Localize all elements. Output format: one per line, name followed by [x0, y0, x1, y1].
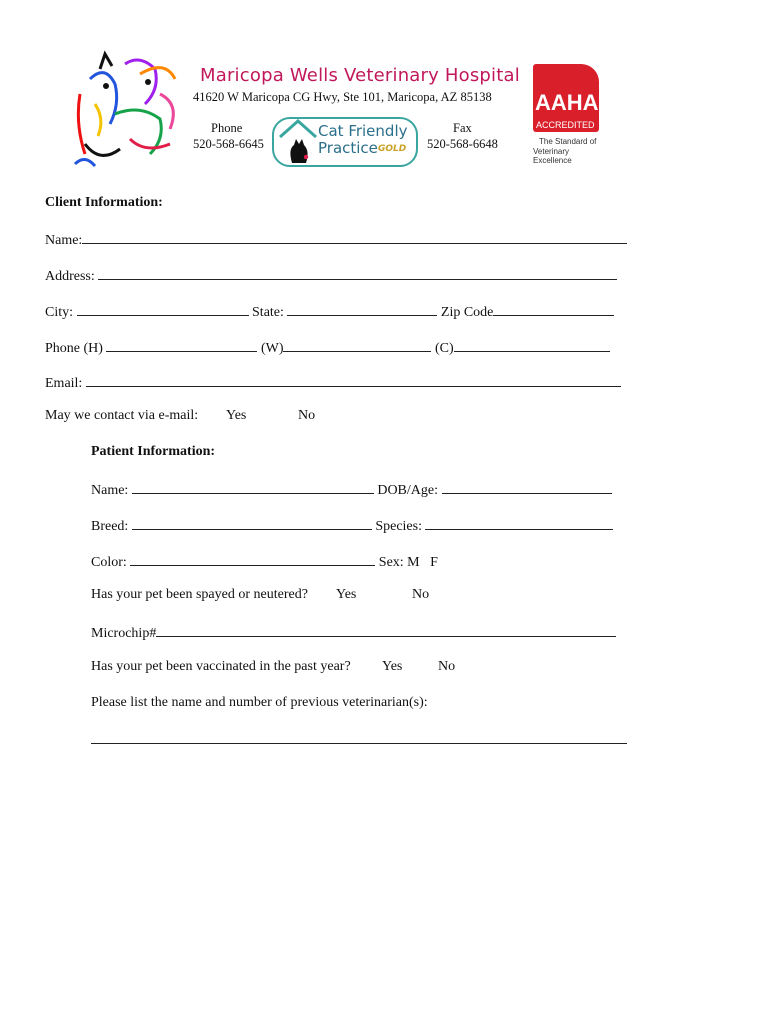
patient-spayed-row — [91, 586, 308, 604]
patient-color-row — [91, 551, 438, 572]
cat-friendly-gold: GOLD — [378, 144, 407, 154]
client-zip-label: Zip Code — [440, 305, 494, 320]
client-name-field[interactable] — [82, 229, 627, 244]
client-phone-row — [45, 337, 610, 358]
prev-vet-label: Please list the name and number of previous veterinarian(s): — [91, 695, 428, 710]
client-email-field[interactable] — [86, 372, 621, 387]
patient-vaccinated-row — [91, 658, 351, 676]
patient-name-field[interactable] — [132, 479, 374, 494]
client-phone-w-field[interactable] — [283, 337, 431, 352]
client-phone-h-field[interactable] — [106, 337, 257, 352]
prev-vet-field[interactable] — [91, 742, 627, 744]
pet-illustration-icon — [70, 44, 185, 174]
client-info-heading: Client Information: — [45, 195, 163, 210]
client-phone-c-field[interactable] — [454, 337, 610, 352]
fax-label: Fax — [453, 121, 472, 135]
client-state-label: State: — [252, 305, 284, 320]
aaha-title: AAHA — [535, 90, 599, 115]
patient-spayed-label: Has your pet been spayed or neutered? — [91, 587, 308, 602]
patient-sex-label: Sex: — [378, 555, 404, 570]
patient-name-label: Name: — [91, 483, 129, 498]
client-address-field[interactable] — [98, 265, 617, 280]
aaha-logo — [533, 64, 599, 164]
patient-color-label: Color: — [91, 555, 127, 570]
patient-dob-label: DOB/Age: — [377, 483, 438, 498]
fax-number: 520-568-6648 — [427, 137, 498, 151]
aaha-accredited: ACCREDITED — [536, 120, 595, 130]
client-address-row — [45, 265, 617, 286]
phone-number: 520-568-6645 — [193, 137, 264, 151]
client-email-row — [45, 372, 621, 393]
hospital-name: Maricopa Wells Veterinary Hospital — [200, 65, 520, 86]
client-email-label: Email: — [45, 376, 83, 391]
patient-breed-field[interactable] — [132, 515, 372, 530]
client-address-label: Address: — [45, 269, 95, 284]
client-city-field[interactable] — [77, 301, 249, 316]
client-city-label: City: — [45, 305, 74, 320]
patient-spayed-no[interactable]: No — [412, 587, 430, 602]
patient-info-heading: Patient Information: — [91, 444, 216, 459]
patient-dob-field[interactable] — [442, 479, 612, 494]
aaha-tagline-1: The Standard of — [539, 137, 597, 146]
patient-vaccinated-no[interactable]: No — [438, 659, 456, 674]
patient-name-row — [91, 479, 612, 500]
client-city-row — [45, 301, 614, 322]
contact-email-no[interactable]: No — [298, 408, 316, 423]
patient-vaccinated-yes[interactable]: Yes — [382, 659, 403, 674]
patient-species-label: Species: — [375, 519, 422, 534]
cat-friendly-line1: Cat Friendly — [318, 122, 408, 140]
client-name-row — [45, 229, 627, 250]
phone-label: Phone — [211, 121, 243, 135]
patient-breed-row — [91, 515, 613, 536]
cat-friendly-line2: Practice — [318, 139, 378, 157]
client-phone-c-label: (C) — [434, 341, 454, 356]
hospital-logo — [70, 44, 185, 174]
client-name-label: Name: — [45, 233, 83, 248]
cat-friendly-logo — [272, 117, 418, 167]
client-phone-h-label: Phone (H) — [45, 341, 103, 356]
patient-sex-f[interactable]: F — [430, 555, 438, 570]
client-phone-w-label: (W) — [260, 341, 284, 356]
patient-species-field[interactable] — [425, 515, 613, 530]
contact-email-label: May we contact via e-mail: — [45, 408, 199, 423]
patient-color-field[interactable] — [130, 551, 375, 566]
patient-microchip-label: Microchip# — [91, 626, 157, 641]
client-zip-field[interactable] — [493, 301, 614, 316]
aaha-tagline-2: Veterinary Excellence — [533, 147, 572, 165]
client-state-field[interactable] — [287, 301, 437, 316]
patient-breed-label: Breed: — [91, 519, 129, 534]
contact-email-row — [45, 407, 198, 425]
aaha-badge — [533, 64, 599, 132]
patient-microchip-row — [91, 622, 616, 643]
patient-spayed-yes[interactable]: Yes — [336, 587, 357, 602]
patient-sex-m[interactable]: M — [407, 555, 420, 570]
patient-vaccinated-label: Has your pet been vaccinated in the past year? — [91, 659, 351, 674]
cat-house-icon — [278, 119, 318, 165]
hospital-address: 41620 W Maricopa CG Hwy, Ste 101, Maricopa, AZ 85138 — [193, 90, 492, 104]
contact-email-yes[interactable]: Yes — [226, 408, 247, 423]
patient-microchip-field[interactable] — [156, 622, 616, 637]
